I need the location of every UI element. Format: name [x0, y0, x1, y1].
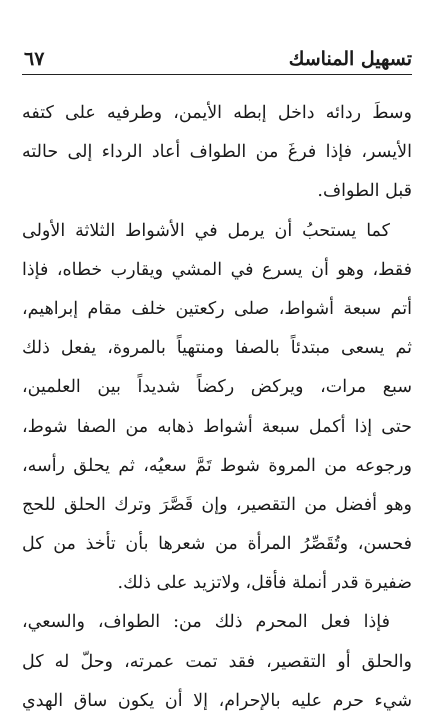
text-line: كما يستحبُ أن يرمل في الأشواط الثلاثة الأولى — [22, 220, 390, 241]
text-line: فقط، وهو أن يسرع في المشي ويقارب خطاه، فإذا — [22, 259, 412, 280]
text-line: والحلق أو التقصير، فقد تمت عمرته، وحلّ له كل — [22, 651, 412, 672]
text-line: ضفيرة قدر أنملة فأقل، ولاتزيد على ذلك. — [117, 573, 412, 594]
running-title: تسهيل المناسك — [288, 48, 412, 70]
text-line: ثم يسعى مبتدئاً بالصفا ومنتهياً بالمروة، يفعل ذلك — [22, 338, 412, 359]
text-line: فحسن، وتُقَصِّرُ المرأة من شعرها بأن تأخذ من كل — [22, 534, 412, 555]
text-line: فإذا فعل المحرم ذلك من: الطواف، والسعي، — [22, 612, 390, 633]
text-line: حتى إذا أكمل سبعة أشواط ذهابه من الصفا شوط، — [22, 416, 412, 437]
text-line: سبع مرات، ويركض ركضاً شديداً بين العلمين، — [22, 377, 412, 398]
text-line: أتم سبعة أشواط، صلى ركعتين خلف مقام إبراهيم، — [22, 298, 412, 319]
page-header — [22, 38, 412, 75]
text-line: الأيسر، فإذا فرغَ من الطواف أعاد الرداء إلى حالته — [22, 142, 412, 163]
text-line: وسطَ ردائه داخل إبطه الأيمن، وطرفيه على كتفه — [22, 103, 412, 123]
text-line: قبل الطواف. — [317, 181, 412, 202]
text-line: وهو أفضل من التقصير، وإن قَصَّرَ وترك الحلق للحج — [22, 494, 412, 515]
text-line: شيء حرم عليه بالإحرام، إلا أن يكون ساق الهدي — [22, 690, 412, 711]
text-line: ورجوعه من المروة شوط تَمَّ سعيُه، ثم يحلق رأسه، — [22, 455, 412, 476]
body-text — [22, 94, 412, 721]
page-number: ٦٧ — [24, 48, 45, 70]
